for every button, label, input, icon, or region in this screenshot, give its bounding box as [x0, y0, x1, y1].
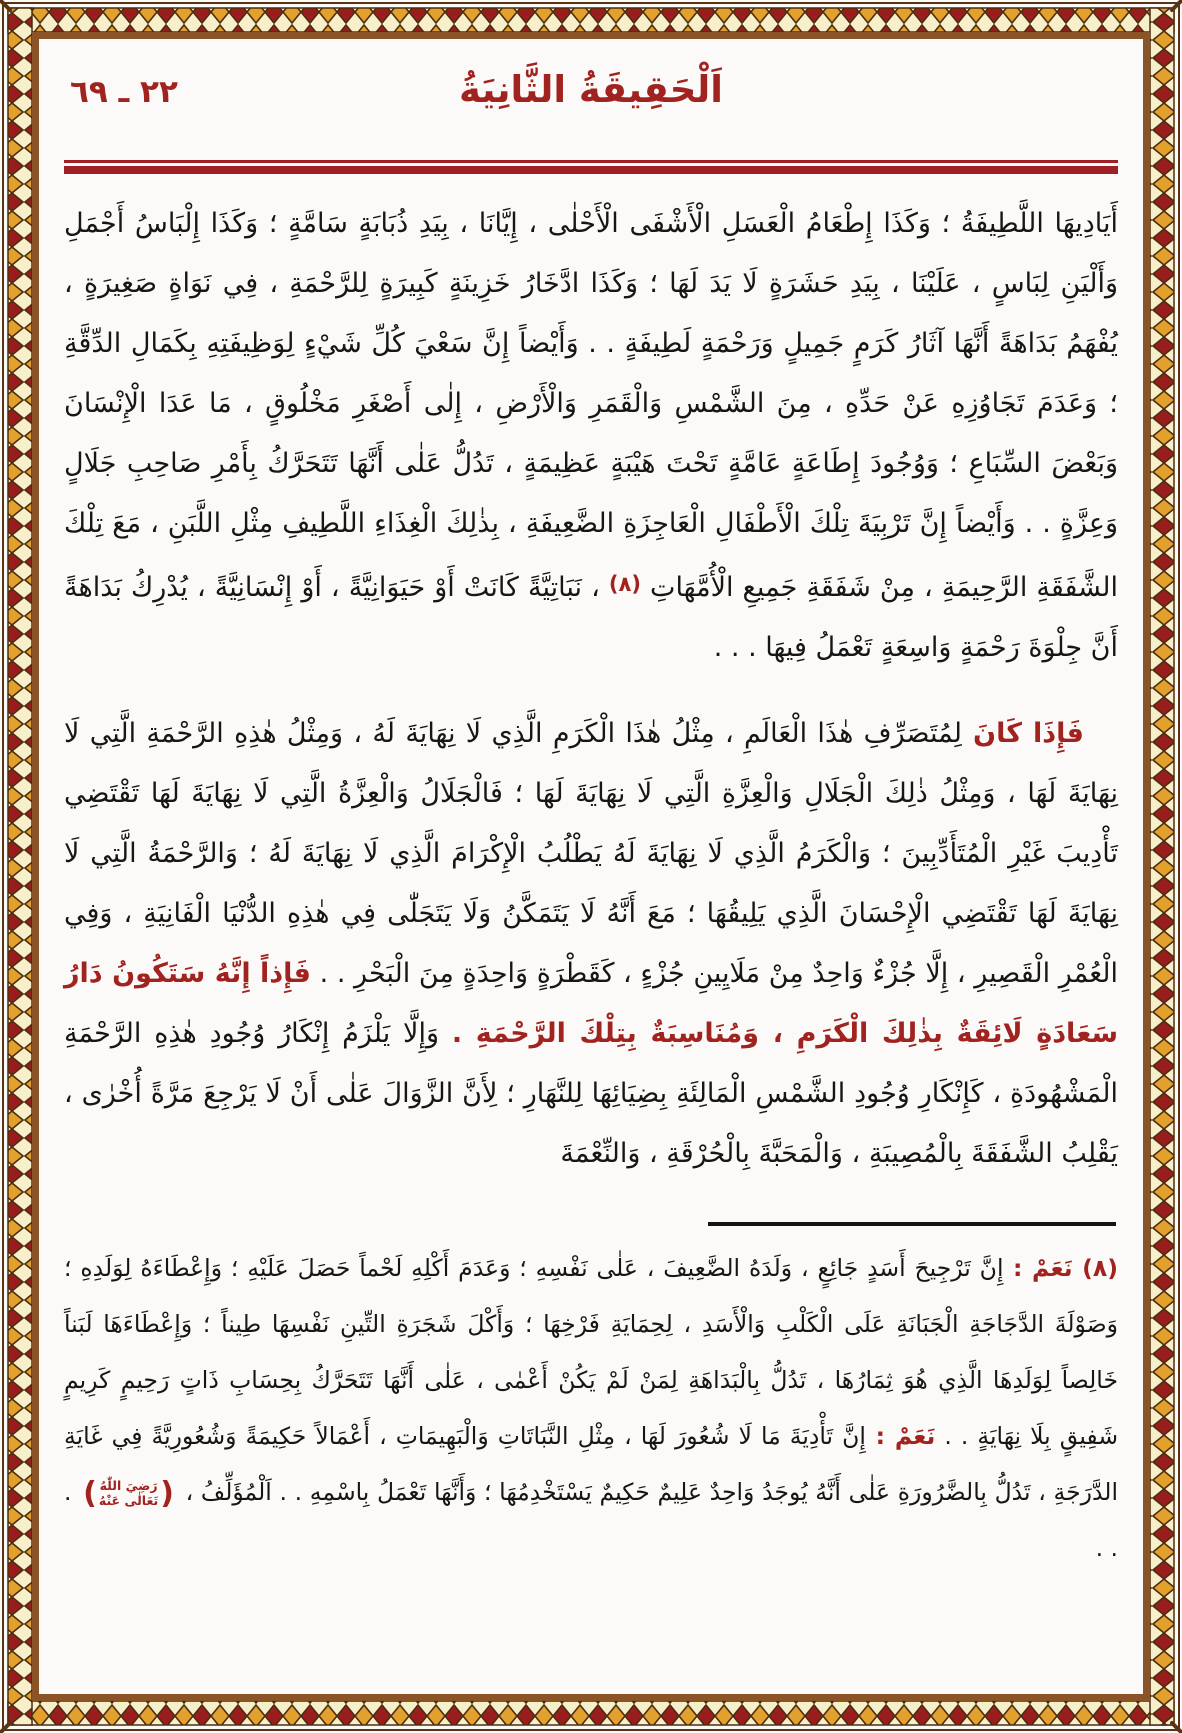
text-segment: ، نَبَاتِيَّةً كَانَتْ أَوْ حَيَوَانِيَّةً ، أَوْ إِنْسَانِيَّةً ، يُدْرِكُ بَدَاهَةً أَنَّ جِلْوَةَ رَحْمَةٍ وَاسِعَةٍ تَعْمَلُ فِيهَا . . .: [64, 572, 1118, 663]
page-number: ٢٢ ـ ٦٩: [70, 74, 178, 110]
seal-line: رَضِيَ اللّٰهُ: [99, 1478, 158, 1494]
page-content: [64, 48, 1118, 1685]
text-segment: إِنَّ تَرْجِيحَ أَسَدٍ جَائِعٍ ، وَلَدَهُ الضَّعِيفَ ، عَلٰى نَفْسِهِ ؛ وَعَدَمَ أَكْلِهِ لَحْماً حَصَلَ عَلَيْهِ ؛ وَإِعْطَاءَهُ لِوَلَدِهِ ؛ وَصَوْلَةَ الدَّجَاجَةِ الْجَبَانَةِ عَلَى الْكَلْبِ وَالْأَسَدِ ، لِحِمَايَةِ فَرْخِهَا ؛ وَأَكْلَ شَجَرَةِ التِّينِ نَفْسِهَا طِيناً ؛ وَإِعْطَاءَهَا لَبَناً خَالِصاً لِوَلَدِهَا الَّذِي هُوَ ثِمَارُهَا ، تَدُلُّ بِالْبَدَاهَةِ لِمَنْ لَمْ يَكُنْ أَعْمٰى ، عَلٰى أَنَّهَا تَتَحَرَّكُ بِحِسَابِ ذَاتٍ رَحِيمٍ كَرِيمٍ شَفِيقٍ بِلَا نِهَايَةٍ . .: [64, 1254, 1119, 1450]
highlighted-text-segment: فَإِذاً إِنَّهُ سَتَكُونُ دَارُ سَعَادَةٍ لَائِقَةٌ بِذٰلِكَ الْكَرَمِ ، وَمُنَاسِبَةٌ بِتِلْكَ الرَّحْمَةِ .: [64, 958, 1118, 1049]
text-segment: وَإِلَّا يَلْزَمُ إِنْكَارُ وُجُودِ هٰذِهِ الرَّحْمَةِ الْمَشْهُودَةِ ، كَإِنْكَارِ وُجُودِ الشَّمْسِ الْمَالِئَةِ بِضِيَائِهَا لِلنَّهَارِ ؛ لِأَنَّ الزَّوَالَ عَلٰى أَنْ لَا يَرْجِعَ مَرَّةً أُخْرٰى ، يَقْلِبُ الشَّفَقَةَ بِالْمُصِيبَةِ ، وَالْمَحَبَّةَ بِالْحُرْقَةِ ، وَالنِّعْمَةَ: [64, 1018, 1118, 1169]
footnote-separator-rule: [708, 1222, 1116, 1226]
seal-close-paren: ): [83, 1475, 97, 1511]
paragraph: [64, 704, 1118, 1184]
page-header: [64, 48, 1118, 144]
footnote-reference: (٨): [608, 571, 641, 596]
seal-line: تَعَالٰى عَنْهُ: [98, 1492, 159, 1508]
seal-calligraphy: [97, 1479, 160, 1508]
page-title: اَلْحَقِيقَةُ الثَّانِيَةُ: [459, 68, 723, 111]
author-seal: [83, 1475, 174, 1511]
header-divider-rule: [64, 160, 1118, 174]
footnote: [64, 1240, 1118, 1576]
highlighted-text-segment: فَإِذَا كَانَ: [961, 718, 1084, 749]
main-text: [64, 194, 1118, 1184]
text-segment: . . .: [64, 1478, 1118, 1562]
seal-open-paren: (: [160, 1475, 174, 1511]
footnote-marker: (٨) نَعَمْ :: [1003, 1254, 1118, 1282]
paragraph: [64, 194, 1118, 678]
text-segment: أَيَادِيهَا اللَّطِيفَةُ ؛ وَكَذَا إِطْعَامُ الْعَسَلِ الْأَشْفَى الْأَحْلٰى ، إِيَّانَا ، بِيَدِ ذُبَابَةٍ سَامَّةٍ ؛ وَكَذَا إِلْبَاسُ أَجْمَلِ وَأَلْيَنِ لِبَاسٍ ، عَلَيْنَا ، بِيَدِ حَشَرَةٍ لَا يَدَ لَهَا ؛ وَكَذَا ادَّخَارُ خَزِينَةٍ كَبِيرَةٍ لِلرَّحْمَةِ ، فِي نَوَاةٍ صَغِيرَةٍ ، يُفْهَمُ بَدَاهَةً أَنَّهَا آثَارُ كَرَمٍ جَمِيلٍ وَرَحْمَةٍ لَطِيفَةٍ . . وَأَيْضاً إِنَّ سَعْيَ كُلِّ شَيْءٍ لِوَظِيفَتِهِ بِكَمَالِ الدِّقَّةِ ؛ وَعَدَمَ تَجَاوُزِهِ عَنْ حَدِّهِ ، مِنَ الشَّمْسِ وَالْقَمَرِ وَالْأَرْضِ ، إِلٰى أَصْغَرِ مَخْلُوقٍ ، مَا عَدَا الْإِنْسَانَ وَبَعْضَ السِّبَاعِ ؛ وَوُجُودَ إِطَاعَةٍ عَامَّةٍ تَحْتَ هَيْبَةٍ عَظِيمَةٍ ، تَدُلُّ عَلٰى أَنَّهَا تَتَحَرَّكُ بِأَمْرِ صَاحِبِ جَلَالٍ وَعِزَّةٍ . . وَأَيْضاً إِنَّ تَرْبِيَةَ تِلْكَ الْأَطْفَالِ الْعَاجِزَةِ الضَّعِيفَةِ ، بِذٰلِكَ الْغِذَاءِ اللَّطِيفِ مِثْلِ اللَّبَنِ ، مَعَ تِلْكَ الشَّفَقَةِ الرَّحِيمَةِ ، مِنْ شَفَقَةِ جَمِيعِ الْأُمَّهَاتِ: [64, 208, 1118, 603]
highlighted-text-segment: نَعَمْ :: [865, 1422, 936, 1450]
text-segment: إِنَّ تَأْدِيَةَ مَا لَا شُعُورَ لَهَا ، مِثْلِ النَّبَاتَاتِ وَالْبَهِيمَاتِ ، أَعْمَالاً حَكِيمَةً وَشُعُورِيَّةً فِي غَايَةِ الدَّرَجَةِ ، تَدُلُّ بِالضَّرُورَةِ عَلٰى أَنَّهُ يُوجَدُ وَاحِدٌ عَلِيمٌ حَكِيمٌ يَسْتَخْدِمُهَا ؛ وَأَنَّهَا تَعْمَلُ بِاسْمِهِ . . اَلْمُؤَلِّفُ ،: [64, 1422, 1118, 1506]
text-segment: لِمُتَصَرِّفِ هٰذَا الْعَالَمِ ، مِثْلُ هٰذَا الْكَرَمِ الَّذِي لَا نِهَايَةَ لَهُ ، وَمِثْلُ هٰذِهِ الرَّحْمَةِ الَّتِي لَا نِهَايَةَ لَهَا ، وَمِثْلُ ذٰلِكَ الْجَلَالِ وَالْعِزَّةِ الَّتِي لَا نِهَايَةَ لَهَا ؛ فَالْجَلَالُ وَالْعِزَّةُ الَّتِي لَا نِهَايَةَ لَهَا تَقْتَضِي تَأْدِيبَ غَيْرِ الْمُتَأَدِّبِينَ ؛ وَالْكَرَمُ الَّذِي لَا نِهَايَةَ لَهُ يَطْلُبُ الْإِكْرَامَ الَّذِي لَا نِهَايَةَ لَهُ ؛ وَالرَّحْمَةُ الَّتِي لَا نِهَايَةَ لَهَا تَقْتَضِي الْإِحْسَانَ الَّذِي يَلِيقُهَا ؛ مَعَ أَنَّهُ لَا يَتَمَكَّنُ وَلَا يَتَجَلّٰى فِي هٰذِهِ الدُّنْيَا الْفَانِيَةِ ، وَفِي الْعُمْرِ الْقَصِيرِ ، إِلَّا جُزْءٌ وَاحِدٌ مِنْ مَلَايِينِ جُزْءٍ ، كَقَطْرَةٍ وَاحِدَةٍ مِنَ الْبَحْرِ . .: [64, 718, 1119, 989]
